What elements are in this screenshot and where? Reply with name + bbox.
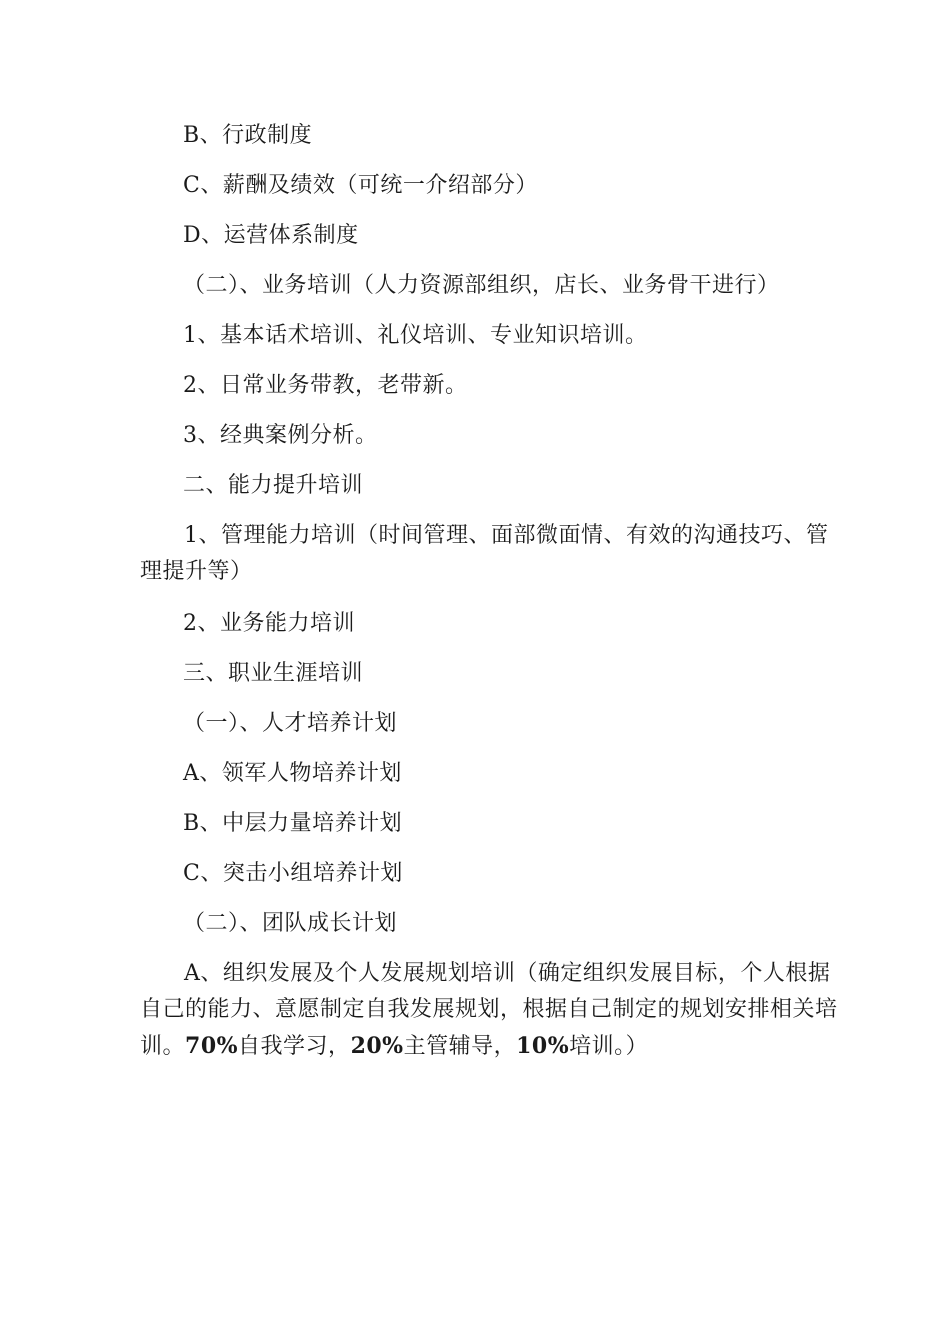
section-heading-career: 三、职业生涯培训 (183, 661, 364, 686)
percent-supervisor-coaching: 20% (350, 1033, 404, 1059)
supervisor-coaching-text: 主管辅导， (403, 1034, 517, 1059)
section-heading-ability: 二、能力提升培训 (183, 473, 364, 498)
percent-self-learning: 70% (185, 1033, 239, 1059)
line-operation-system: D、运营体系制度 (183, 223, 359, 248)
percent-training: 10% (516, 1033, 570, 1059)
line-leader-plan: A、领军人物培养计划 (183, 761, 402, 786)
paragraph-development-planning (140, 956, 845, 1065)
line-business-training: （二）、业务培训（人力资源部组织，店长、业务骨干进行） (183, 273, 780, 298)
paragraph-management-training: 1、管理能力培训（时间管理、面部微面情、有效的沟通技巧、管理提升等） (140, 523, 829, 584)
self-learning-text: 自我学习， (238, 1034, 351, 1059)
line-daily-mentoring: 2、日常业务带教，老带新。 (183, 373, 468, 398)
training-text: 培训。） (569, 1034, 649, 1059)
development-intro-text: A、组织发展及个人发展规划培训（确定组织发展目标，个人根据自己的能力、意愿制定自我发展规划，根据自己制定的规划安排相关培训。 (140, 961, 838, 1059)
line-salary-performance: C、薪酬及绩效（可统一介绍部分） (183, 173, 538, 198)
line-admin-system: B、行政制度 (183, 123, 313, 148)
line-middle-plan: B、中层力量培养计划 (183, 811, 403, 836)
line-business-ability: 2、业务能力培训 (183, 611, 355, 636)
line-strike-team-plan: C、突击小组培养计划 (183, 861, 403, 886)
line-basic-training: 1、基本话术培训、礼仪培训、专业知识培训。 (183, 323, 648, 348)
line-case-analysis: 3、经典案例分析。 (183, 423, 378, 448)
line-team-growth-plan: （二）、团队成长计划 (183, 911, 398, 936)
line-talent-plan: （一）、人才培养计划 (183, 711, 398, 736)
